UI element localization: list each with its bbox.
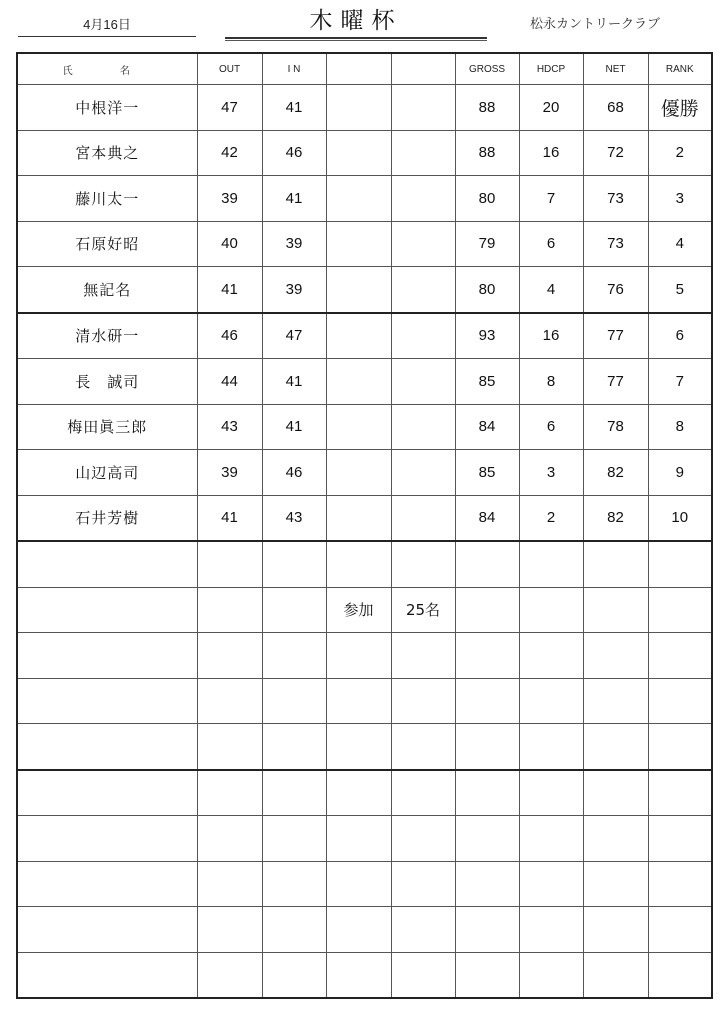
empty-cell: [455, 678, 519, 724]
club-name: 松永カントリークラブ: [530, 17, 661, 32]
empty-cell: [519, 724, 583, 770]
empty-row: [17, 952, 712, 998]
empty-cell: [519, 816, 583, 862]
col-header-hdcp: HDCP: [519, 53, 583, 85]
empty-cell: [197, 861, 262, 907]
col-header-net: NET: [583, 53, 648, 85]
empty-cell: [583, 952, 648, 998]
table-row: [17, 495, 712, 541]
table-row: [17, 85, 712, 131]
col-header-blank-2: [391, 53, 455, 85]
empty-cell: [326, 633, 391, 679]
empty-cell: [197, 952, 262, 998]
blank-cell: [326, 404, 391, 450]
empty-cell: [197, 816, 262, 862]
rank: 5: [648, 267, 712, 313]
empty-cell: [262, 816, 326, 862]
empty-cell: [583, 770, 648, 816]
hdcp-value: 8: [519, 359, 583, 405]
header-row: [17, 53, 712, 85]
empty-cell: [391, 724, 455, 770]
gross-score: 93: [455, 313, 519, 359]
empty-cell: [455, 633, 519, 679]
empty-cell: [391, 816, 455, 862]
col-header-blank-1: [326, 53, 391, 85]
empty-cell: [262, 678, 326, 724]
empty-row: [17, 907, 712, 953]
empty-cell: [197, 724, 262, 770]
gross-score: 88: [455, 85, 519, 131]
empty-cell: [455, 724, 519, 770]
table-row: [17, 359, 712, 405]
in-score: 39: [262, 267, 326, 313]
empty-cell: [519, 541, 583, 587]
rank: 10: [648, 495, 712, 541]
empty-cell: [648, 633, 712, 679]
blank-cell: [391, 267, 455, 313]
empty-cell: [391, 633, 455, 679]
net-score: 82: [583, 450, 648, 496]
empty-cell: [326, 770, 391, 816]
blank-cell: [391, 359, 455, 405]
out-score: 42: [197, 130, 262, 176]
col-header-gross: GROSS: [455, 53, 519, 85]
empty-cell: [519, 633, 583, 679]
blank-cell: [391, 495, 455, 541]
blank-cell: [326, 267, 391, 313]
in-score: 41: [262, 85, 326, 131]
empty-cell: [17, 678, 197, 724]
empty-cell: [326, 541, 391, 587]
player-name: 山辺高司: [17, 450, 197, 496]
hdcp-value: 2: [519, 495, 583, 541]
empty-cell: [262, 861, 326, 907]
blank-cell: [391, 450, 455, 496]
table-row: [17, 267, 712, 313]
blank-cell: [391, 221, 455, 267]
rank: 9: [648, 450, 712, 496]
table-row: [17, 130, 712, 176]
gross-score: 80: [455, 267, 519, 313]
empty-cell: [197, 541, 262, 587]
gross-score: 88: [455, 130, 519, 176]
net-score: 77: [583, 313, 648, 359]
empty-cell: [455, 770, 519, 816]
col-header-rank: RANK: [648, 53, 712, 85]
empty-cell: [583, 633, 648, 679]
out-score: 46: [197, 313, 262, 359]
blank-cell: [391, 85, 455, 131]
in-score: 46: [262, 450, 326, 496]
participation-count: 25名: [391, 587, 455, 633]
empty-cell: [262, 587, 326, 633]
player-name: 長 誠司: [17, 359, 197, 405]
empty-cell: [583, 587, 648, 633]
empty-cell: [326, 952, 391, 998]
empty-cell: [17, 861, 197, 907]
in-score: 41: [262, 359, 326, 405]
in-score: 41: [262, 404, 326, 450]
empty-cell: [455, 587, 519, 633]
empty-cell: [583, 816, 648, 862]
empty-cell: [455, 952, 519, 998]
out-score: 41: [197, 267, 262, 313]
col-header-out: OUT: [197, 53, 262, 85]
participation-label: 参加: [326, 587, 391, 633]
table-row: [17, 450, 712, 496]
empty-cell: [391, 770, 455, 816]
empty-cell: [17, 724, 197, 770]
net-score: 73: [583, 221, 648, 267]
empty-row: [17, 541, 712, 587]
rank: 4: [648, 221, 712, 267]
empty-cell: [648, 770, 712, 816]
empty-cell: [648, 907, 712, 953]
empty-cell: [648, 816, 712, 862]
hdcp-value: 6: [519, 221, 583, 267]
empty-cell: [519, 907, 583, 953]
empty-cell: [326, 907, 391, 953]
blank-cell: [391, 130, 455, 176]
empty-cell: [648, 724, 712, 770]
player-name: 無記名: [17, 267, 197, 313]
empty-cell: [17, 633, 197, 679]
gross-score: 79: [455, 221, 519, 267]
empty-cell: [583, 861, 648, 907]
out-score: 44: [197, 359, 262, 405]
col-header-in: I N: [262, 53, 326, 85]
rank: 7: [648, 359, 712, 405]
blank-cell: [326, 313, 391, 359]
empty-cell: [455, 816, 519, 862]
rank: 3: [648, 176, 712, 222]
table-row: [17, 176, 712, 222]
empty-cell: [391, 907, 455, 953]
empty-row: [17, 724, 712, 770]
empty-cell: [391, 952, 455, 998]
blank-cell: [326, 221, 391, 267]
empty-cell: [519, 587, 583, 633]
empty-row: [17, 587, 712, 633]
empty-cell: [455, 861, 519, 907]
net-score: 68: [583, 85, 648, 131]
rank: 6: [648, 313, 712, 359]
empty-cell: [519, 952, 583, 998]
title-underline: [225, 37, 487, 41]
empty-cell: [455, 907, 519, 953]
net-score: 77: [583, 359, 648, 405]
blank-cell: [326, 176, 391, 222]
hdcp-value: 16: [519, 313, 583, 359]
player-name: 中根洋一: [17, 85, 197, 131]
empty-cell: [648, 587, 712, 633]
table-row: [17, 404, 712, 450]
empty-cell: [455, 541, 519, 587]
empty-cell: [391, 541, 455, 587]
empty-cell: [262, 724, 326, 770]
empty-cell: [17, 587, 197, 633]
player-name: 梅田眞三郎: [17, 404, 197, 450]
hdcp-value: 3: [519, 450, 583, 496]
in-score: 47: [262, 313, 326, 359]
empty-cell: [648, 861, 712, 907]
empty-cell: [648, 678, 712, 724]
empty-cell: [326, 678, 391, 724]
empty-row: [17, 633, 712, 679]
out-score: 43: [197, 404, 262, 450]
empty-row: [17, 816, 712, 862]
blank-cell: [326, 495, 391, 541]
blank-cell: [326, 85, 391, 131]
out-score: 47: [197, 85, 262, 131]
rank: 優勝: [648, 85, 712, 131]
empty-cell: [583, 541, 648, 587]
out-score: 41: [197, 495, 262, 541]
gross-score: 85: [455, 450, 519, 496]
page-title: 木曜杯: [309, 8, 403, 34]
empty-cell: [262, 907, 326, 953]
empty-cell: [17, 952, 197, 998]
in-score: 41: [262, 176, 326, 222]
gross-score: 80: [455, 176, 519, 222]
empty-cell: [197, 587, 262, 633]
player-name: 清水研一: [17, 313, 197, 359]
empty-row: [17, 770, 712, 816]
empty-cell: [583, 724, 648, 770]
empty-cell: [583, 907, 648, 953]
empty-cell: [262, 952, 326, 998]
player-name: 宮本典之: [17, 130, 197, 176]
net-score: 76: [583, 267, 648, 313]
gross-score: 85: [455, 359, 519, 405]
player-name: 石井芳樹: [17, 495, 197, 541]
empty-cell: [326, 816, 391, 862]
empty-cell: [197, 678, 262, 724]
blank-cell: [326, 450, 391, 496]
in-score: 46: [262, 130, 326, 176]
empty-cell: [391, 861, 455, 907]
blank-cell: [391, 313, 455, 359]
in-score: 43: [262, 495, 326, 541]
empty-row: [17, 861, 712, 907]
hdcp-value: 20: [519, 85, 583, 131]
gross-score: 84: [455, 495, 519, 541]
blank-cell: [391, 404, 455, 450]
empty-cell: [519, 678, 583, 724]
table-row: [17, 313, 712, 359]
hdcp-value: 7: [519, 176, 583, 222]
blank-cell: [326, 359, 391, 405]
empty-cell: [648, 541, 712, 587]
empty-cell: [326, 861, 391, 907]
empty-cell: [519, 861, 583, 907]
empty-cell: [17, 816, 197, 862]
player-name: 藤川太一: [17, 176, 197, 222]
blank-cell: [391, 176, 455, 222]
out-score: 39: [197, 176, 262, 222]
empty-cell: [326, 724, 391, 770]
empty-cell: [262, 541, 326, 587]
empty-cell: [262, 633, 326, 679]
empty-cell: [17, 541, 197, 587]
net-score: 78: [583, 404, 648, 450]
blank-cell: [326, 130, 391, 176]
event-date: 4月16日: [18, 14, 196, 37]
score-table: [16, 52, 713, 999]
rank: 2: [648, 130, 712, 176]
empty-cell: [391, 678, 455, 724]
in-score: 39: [262, 221, 326, 267]
col-header-name: 氏 名: [17, 53, 197, 85]
empty-row: [17, 678, 712, 724]
net-score: 72: [583, 130, 648, 176]
empty-cell: [17, 907, 197, 953]
rank: 8: [648, 404, 712, 450]
empty-cell: [197, 907, 262, 953]
empty-cell: [648, 952, 712, 998]
out-score: 39: [197, 450, 262, 496]
out-score: 40: [197, 221, 262, 267]
gross-score: 84: [455, 404, 519, 450]
table-row: [17, 221, 712, 267]
hdcp-value: 16: [519, 130, 583, 176]
empty-cell: [262, 770, 326, 816]
net-score: 82: [583, 495, 648, 541]
empty-cell: [197, 770, 262, 816]
hdcp-value: 4: [519, 267, 583, 313]
net-score: 73: [583, 176, 648, 222]
hdcp-value: 6: [519, 404, 583, 450]
player-name: 石原好昭: [17, 221, 197, 267]
empty-cell: [17, 770, 197, 816]
empty-cell: [583, 678, 648, 724]
empty-cell: [519, 770, 583, 816]
empty-cell: [197, 633, 262, 679]
